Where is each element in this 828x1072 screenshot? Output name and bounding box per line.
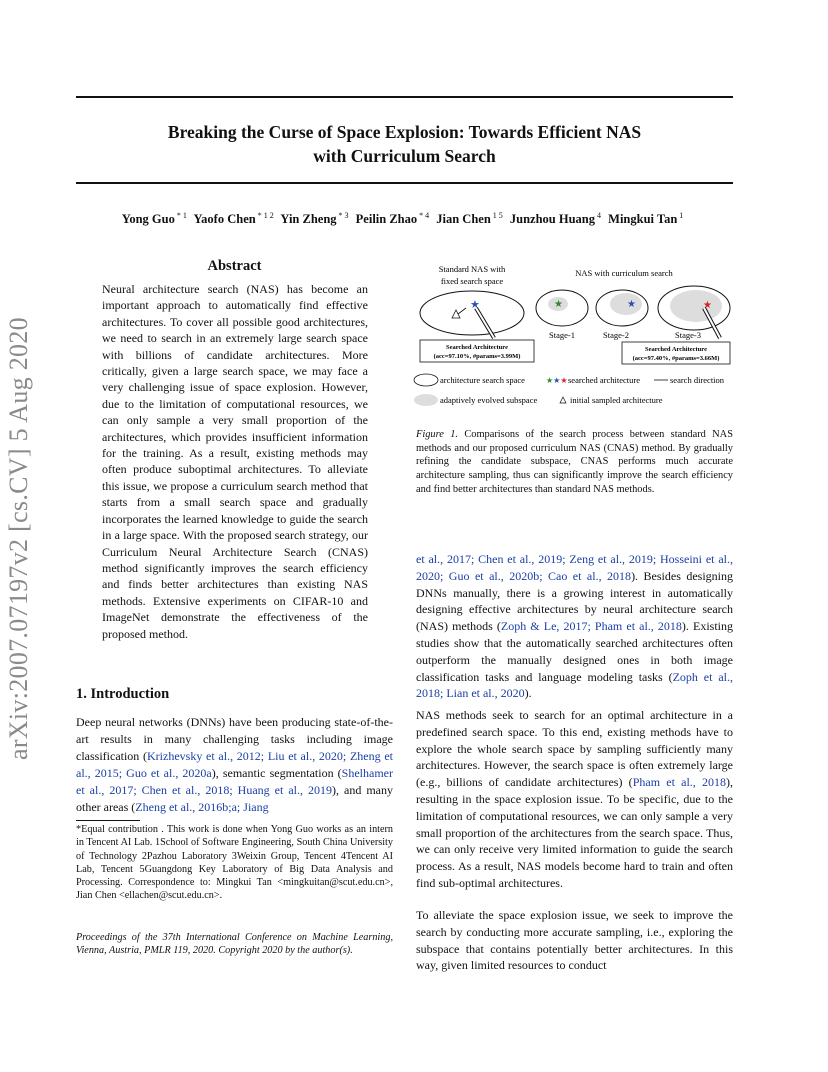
legend-subspace-icon <box>414 394 438 406</box>
paper-title <box>76 120 733 168</box>
author-name: Junzhou Huang <box>509 212 596 227</box>
stage-3-label: Stage-3 <box>675 330 701 340</box>
citation-link[interactable]: Shelhamer et al., 2017; Chen et al., 2018; Huang et al., 2019 <box>76 766 393 797</box>
box-2-title: Searched Architecture <box>645 346 707 353</box>
citation-link[interactable]: Zoph & Le, 2017; Pham et al., 2018 <box>500 619 682 634</box>
box-2-value: (acc=97.40%, #params=3.66M) <box>632 355 720 362</box>
footnote-rule <box>76 820 140 821</box>
abstract-heading: Abstract <box>207 258 262 274</box>
stage-2-subspace <box>610 293 642 315</box>
legend-initial-label: initial sampled architecture <box>570 395 663 405</box>
introduction-paragraph <box>76 714 393 816</box>
body-text: ), resulting in the space explosion issue. To be specific, due to the limitation of computational resources, we can only sample a very small proportion of the architectures from the search space. Thus, we can only receive very limited information to guide the search process. As a result, NAS models become hard to train and often find sub-optimal architectures. <box>416 775 733 890</box>
author-affil: 1 5 <box>492 211 503 220</box>
title-rule-bottom <box>76 182 733 184</box>
arxiv-stamp: arXiv:2007.07197v2 [cs.CV] 5 Aug 2020 <box>4 317 33 760</box>
right-column-paragraph-3: To alleviate the space explosion issue, we seek to improve the search by conducting more accurate sampling, i.e., exploring the subspace that contains potentially better architectures. In this way, given limited resources to conduct <box>416 908 733 973</box>
proceedings-note: Proceedings of the 37th International Conference on Machine Learning, Vienna, Austria, PMLR 119, 2020. Copyright 2020 by the author(s). <box>76 932 393 957</box>
title-rule-top <box>76 96 733 98</box>
star-icon: ★ <box>703 300 712 311</box>
body-text: ). Besides designing DNNs manually, there is a growing interest in automatically designing effective architectures by neural architecture search (NAS) methods ( <box>416 568 733 634</box>
fig-curriculum-label: NAS with curriculum search <box>575 268 673 278</box>
figure-1-diagram <box>412 258 740 408</box>
star-icon: ★ <box>627 299 636 310</box>
stage-3-subspace <box>670 290 722 322</box>
citation-link[interactable]: Zheng et al., 2016b;a; Jiang <box>135 800 269 814</box>
star-icon: ★ <box>470 299 480 311</box>
author-name: Yin Zheng <box>280 212 337 227</box>
box-1-value: (acc=97.10%, #params=3.99M) <box>433 353 521 360</box>
footnote: *Equal contribution . This work is done when Yong Guo works as an intern in Tencent AI Lab. 1School of Software Engineering, South China University of Technology 2Pazhou Laboratory 3Weixin Group, Tencent 4Tencent AI Lab, Tencent 5Guangdong Key Laboratory of Big Data Analysis and Processing. Correspondence to: Mingkui Tan <mingkuitan@scut.edu.cn>, Jian Chen <ellachen@scut.edu.cn>. <box>76 824 393 902</box>
author-name: Mingkui Tan <box>608 212 678 227</box>
intro-text: ), and many other areas ( <box>76 783 394 814</box>
citation-link[interactable]: Krizhevsky et al., 2012; Liu et al., 2020; Zheng et al., 2015; Guo et al., 2020a <box>76 749 393 780</box>
author-affil: 1 <box>679 211 684 220</box>
direction-arrow <box>458 308 466 314</box>
body-text: ). Existing studies show that the automatically searched architectures often outperform the manually designed ones in both image classification tasks and language modeling tasks ( <box>416 619 734 684</box>
figure-1-caption <box>416 428 733 497</box>
section-heading-introduction: 1. Introduction <box>76 686 170 702</box>
caption-text: Comparisons of the search process between standard NAS methods and our proposed curriculum NAS (CNAS) method. By gradually refining the candidate subspace, CNAS performs much accurate architecture sampling, thus can significantly improve the search efficiency and find better architectures than standard NAS methods. <box>416 429 733 495</box>
caption-label: Figure 1. <box>416 429 458 440</box>
legend-star-label: searched architecture <box>568 375 640 385</box>
author-affil: * 1 <box>176 211 187 220</box>
fig-standard-label-2: fixed search space <box>440 276 504 286</box>
author-affil: 4 <box>597 211 602 220</box>
author-affil: * 3 <box>338 211 349 220</box>
stage-1-label: Stage-1 <box>549 330 575 340</box>
author-affil: * 4 <box>419 211 430 220</box>
intro-text: ), semantic segmentation ( <box>211 766 342 780</box>
title-line-2: with Curriculum Search <box>313 146 496 166</box>
author-name: Yaofo Chen <box>193 212 256 227</box>
legend-subspace-label: adaptively evolved subspace <box>440 395 538 405</box>
author-name: Yong Guo <box>121 212 175 227</box>
right-column-paragraph-2 <box>416 707 733 892</box>
legend-space-label: architecture search space <box>440 375 525 385</box>
star-icon: ★ <box>554 299 563 310</box>
title-line-1: Breaking the Curse of Space Explosion: Towards Efficient NAS <box>167 122 642 142</box>
stage-2-label: Stage-2 <box>603 330 629 340</box>
author-name: Jian Chen <box>436 212 491 227</box>
author-name: Peilin Zhao <box>355 212 418 227</box>
legend-direction-label: search direction <box>670 375 725 385</box>
svg-text:★★★: ★★★ <box>546 376 568 385</box>
intro-text: Deep neural networks (DNNs) have been producing state-of-the-art results in many challenging tasks including image classification ( <box>76 715 393 763</box>
legend-initial-icon <box>560 397 566 403</box>
body-text: NAS methods seek to search for an optimal architecture in a predefined search space. To this end, existing methods have to explore the whole search space by sampling sufficiently many architectures. However, the search space is often extremely large (e.g., billions of candidate architectures) ( <box>416 708 733 790</box>
standard-search-space <box>420 291 524 335</box>
fig-standard-label-1: Standard NAS with <box>438 264 506 274</box>
citation-link[interactable]: et al., 2017; Chen et al., 2019; Zeng et al., 2019; Hosseini et al., 2020; Guo et al., 2020b; Cao et al., 2018 <box>416 552 733 583</box>
citation-link[interactable]: Zoph et al., 2018; Lian et al., 2020 <box>416 669 733 701</box>
legend-space-icon <box>414 374 438 386</box>
initial-architecture-marker <box>452 310 460 318</box>
citation-link[interactable]: Pham et al., 2018 <box>632 775 726 790</box>
right-column-paragraph-1 <box>416 551 733 702</box>
body-text: ). <box>524 686 532 701</box>
author-affil: * 1 2 <box>257 211 274 220</box>
abstract-body: Neural architecture search (NAS) has become an important approach to automatically find effective architectures. To cover all possible good architectures, we need to search in an extremely large search space with billions of candidate architectures. More critically, given a large search space, we may face a very challenging issue of space explosion. However, due to the limitation of computational resources, we can only sample a very small proportion of the architectures, which provides insufficient information for the training. As a result, existing methods may often produce suboptimal architectures. To alleviate this issue, we propose a curriculum search method that starts from a small search space and gradually incorporates the learned knowledge to guide the search in a large space. With the proposed search strategy, our Curriculum Neural Architecture Search (CNAS) method significantly improves the search efficiency and finds better architectures than existing NAS methods. Extensive experiments on CIFAR-10 and ImageNet demonstrate the effectiveness of the proposed method. <box>102 282 368 641</box>
author-list <box>76 211 733 227</box>
box-1-title: Searched Architecture <box>446 344 508 351</box>
